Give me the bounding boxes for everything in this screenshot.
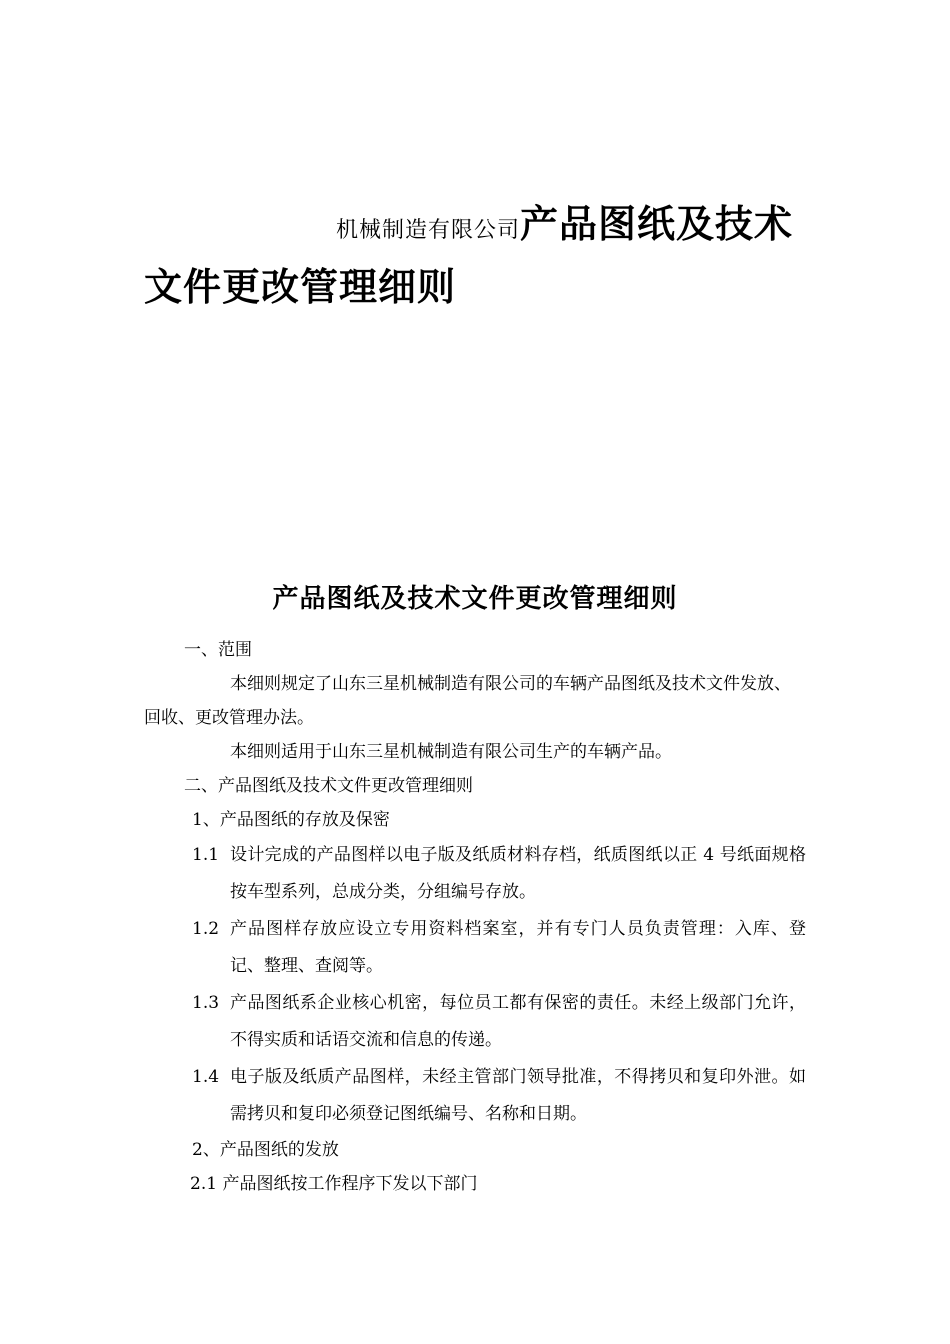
document-body <box>144 633 806 1201</box>
list-item <box>144 985 806 1059</box>
cover-title <box>144 196 814 317</box>
item-text: 产品图纸系企业核心机密，每位员工都有保密的责任。未经上级部门允许，不得实质和话语交流和信息的传递。 <box>230 993 806 1050</box>
scope-paragraph-1: 本细则规定了山东三星机械制造有限公司的车辆产品图纸及技术文件发放、回收、更改管理办法。 <box>144 674 791 728</box>
item-number: 1.3 <box>192 993 220 1013</box>
section-heading-rules: 二、产品图纸及技术文件更改管理细则 <box>184 776 473 796</box>
item-text: 设计完成的产品图样以电子版及纸质材料存档，纸质图纸以正 4 号纸面规格按车型系列，总成分类，分组编号存放。 <box>230 845 806 902</box>
list-item <box>144 1059 806 1133</box>
distribution-item: 2.1 产品图纸按工作程序下发以下部门 <box>190 1174 478 1194</box>
item-number: 1.1 <box>192 845 220 865</box>
item-number: 1.4 <box>192 1067 220 1087</box>
subsection-heading-storage: 1、产品图纸的存放及保密 <box>192 810 390 830</box>
document-title: 产品图纸及技术文件更改管理细则 <box>272 584 678 614</box>
subsection-heading-distribution: 2、产品图纸的发放 <box>192 1140 339 1160</box>
scope-paragraph-2: 本细则适用于山东三星机械制造有限公司生产的车辆产品。 <box>230 742 672 762</box>
section-heading-scope: 一、范围 <box>184 640 252 660</box>
list-item <box>144 911 806 985</box>
cover-company-name: 机械制造有限公司 <box>336 218 521 243</box>
item-text: 电子版及纸质产品图样，未经主管部门领导批准，不得拷贝和复印外泄。如需拷贝和复印必须登记图纸编号、名称和日期。 <box>230 1067 806 1124</box>
item-text: 产品图样存放应设立专用资料档案室，并有专门人员负责管理：入库、登记、整理、查阅等。 <box>230 919 806 976</box>
list-item <box>144 837 806 911</box>
item-number: 1.2 <box>192 919 220 939</box>
cover-title-text: 产品图纸及技术文件更改管理细则 <box>144 202 794 309</box>
